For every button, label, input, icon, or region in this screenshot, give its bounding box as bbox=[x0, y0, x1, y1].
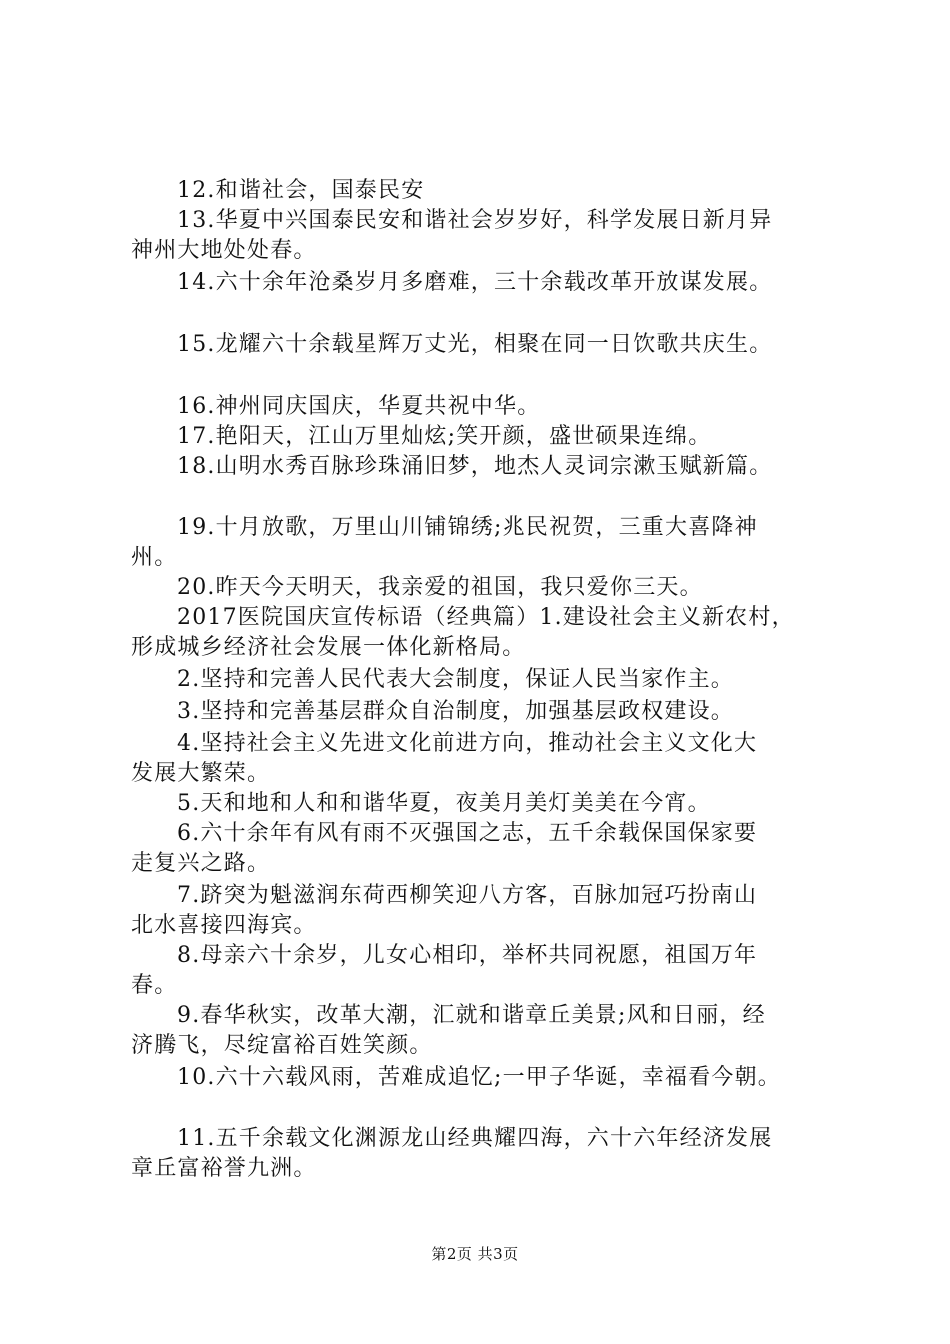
text-line: 3.坚持和完善基层群众自治制度，加强基层政权建设。 bbox=[177, 699, 734, 724]
text-line: 16.神州同庆国庆，华夏共祝中华。 bbox=[177, 394, 541, 419]
text-line: 2.坚持和完善人民代表大会制度，保证人民当家作主。 bbox=[177, 667, 734, 692]
text-line: 章丘富裕誉九洲。 bbox=[131, 1156, 317, 1181]
text-line: 济腾飞，尽绽富裕百姓笑颜。 bbox=[131, 1033, 433, 1058]
text-line: 形成城乡经济社会发展一体化新格局。 bbox=[131, 635, 526, 660]
text-line: 2017医院国庆宣传标语（经典篇）1.建设社会主义新农村， bbox=[177, 605, 795, 630]
page-number-footer: 第2页 共3页 bbox=[431, 1245, 519, 1263]
text-line: 春。 bbox=[131, 973, 178, 998]
text-line: 15.龙耀六十余载星辉万丈光，相聚在同一日饮歌共庆生。 bbox=[177, 332, 773, 357]
text-line: 19.十月放歌，万里山川铺锦绣;兆民祝贺，三重大喜降神 bbox=[177, 515, 758, 540]
text-line: 4.坚持社会主义先进文化前进方向，推动社会主义文化大 bbox=[177, 731, 758, 756]
text-line: 9.春华秋实，改革大潮，汇就和谐章丘美景;风和日丽，经 bbox=[177, 1003, 766, 1028]
text-line: 12.和谐社会，国泰民安 bbox=[177, 178, 425, 203]
text-line: 走复兴之路。 bbox=[131, 851, 271, 876]
text-line: 13.华夏中兴国泰民安和谐社会岁岁好，科学发展日新月异 bbox=[177, 208, 773, 233]
text-line: 5.天和地和人和和谐华夏，夜美月美灯美美在今宵。 bbox=[177, 791, 711, 816]
text-line: 14.六十余年沧桑岁月多磨难，三十余载改革开放谋发展。 bbox=[177, 270, 773, 295]
text-line: 州。 bbox=[131, 545, 178, 570]
text-line: 6.六十余年有风有雨不灭强国之志，五千余载保国保家要 bbox=[177, 821, 758, 846]
text-line: 7.跻突为魁滋润东荷西柳笑迎八方客，百脉加冠巧扮南山 bbox=[177, 883, 758, 908]
text-line: 8.母亲六十余岁，儿女心相印，举杯共同祝愿，祖国万年 bbox=[177, 943, 758, 968]
text-line: 17.艳阳天，江山万里灿炫;笑开颜，盛世硕果连绵。 bbox=[177, 424, 712, 449]
text-line: 20.昨天今天明天，我亲爱的祖国，我只爱你三天。 bbox=[177, 575, 703, 600]
text-line: 10.六十六载风雨，苦难成追忆;一甲子华诞，幸福看今朝。 bbox=[177, 1065, 782, 1090]
text-line: 发展大繁荣。 bbox=[131, 761, 271, 786]
text-line: 神州大地处处春。 bbox=[131, 238, 317, 263]
text-line: 11.五千余载文化渊源龙山经典耀四海，六十六年经济发展 bbox=[177, 1126, 773, 1151]
text-line: 北水喜接四海宾。 bbox=[131, 913, 317, 938]
text-line: 18.山明水秀百脉珍珠涌旧梦，地杰人灵词宗漱玉赋新篇。 bbox=[177, 454, 773, 479]
